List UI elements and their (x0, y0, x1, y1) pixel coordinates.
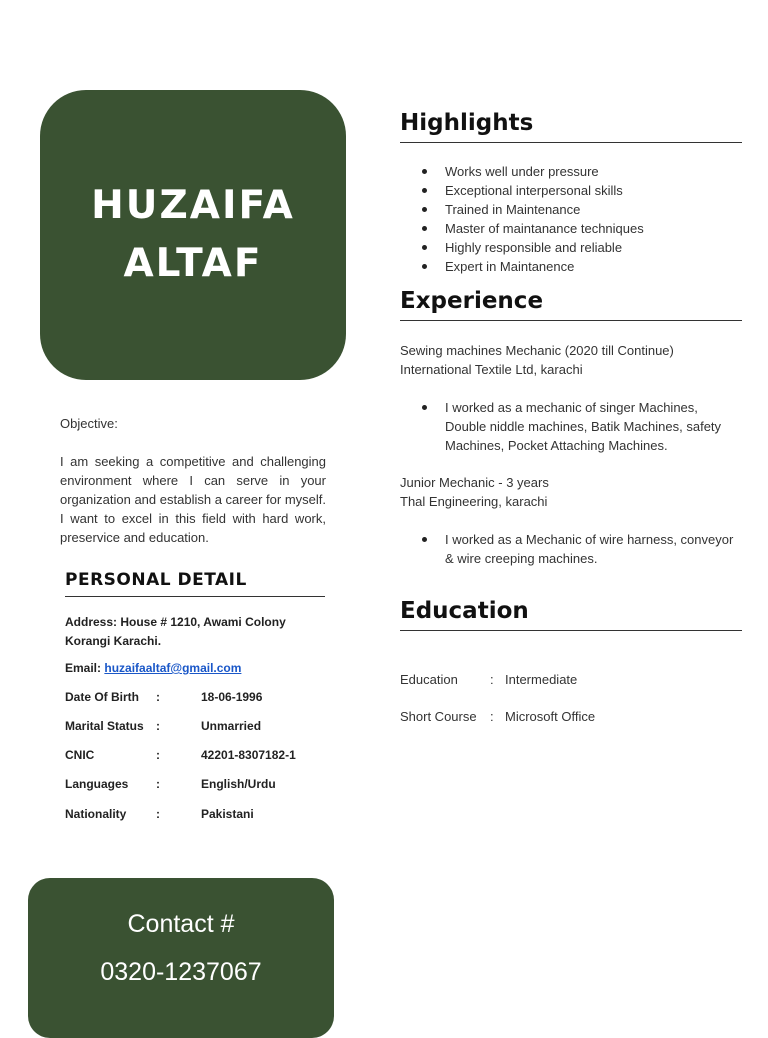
education-separator: : (490, 709, 494, 724)
job-2-duties (420, 530, 733, 568)
experience-heading: Experience (400, 288, 742, 321)
detail-label: Date Of Birth (65, 690, 140, 704)
job-company: International Textile Ltd, karachi (400, 362, 583, 377)
education-value: Intermediate (505, 672, 578, 687)
detail-separator: : (156, 748, 160, 762)
detail-value: Pakistani (201, 807, 254, 821)
list-item: Highly responsible and reliable (420, 238, 644, 257)
email-row (65, 661, 241, 675)
highlights-heading: Highlights (400, 110, 742, 143)
detail-row-nationality (65, 807, 325, 825)
education-heading: Education (400, 598, 742, 631)
name-first: HUZAIFA (91, 183, 295, 228)
name-box (40, 90, 346, 380)
address-line-1: Address: House # 1210, Awami Colony (65, 615, 286, 629)
detail-separator: : (156, 777, 160, 791)
duty-line: & wire creeping machines. (445, 551, 598, 566)
duty-line: I worked as a Mechanic of wire harness, conveyor (445, 532, 734, 547)
email-label: Email: (65, 661, 102, 675)
job-title: Junior Mechanic - 3 years (400, 475, 549, 490)
list-item: Expert in Maintanence (420, 257, 644, 276)
detail-label: Marital Status (65, 719, 144, 733)
detail-separator: : (156, 719, 160, 733)
objective-section (60, 414, 326, 547)
short-course-row (400, 709, 740, 727)
detail-value: 18-06-1996 (201, 690, 263, 704)
duty-line: Machines, Pocket Attaching Machines. (445, 438, 668, 453)
contact-box (28, 878, 334, 1038)
detail-value: Unmarried (201, 719, 262, 733)
list-item (420, 398, 721, 455)
education-separator: : (490, 672, 494, 687)
detail-value: 42201-8307182-1 (201, 748, 296, 762)
email-link[interactable]: huzaifaaltaf@gmail.com (104, 661, 242, 675)
list-item: Exceptional interpersonal skills (420, 181, 644, 200)
objective-text: I am seeking a competitive and challenging environment where I can serve in your organization and establish a career for myself. I want to excel in this field with hard work, preservice and education. (60, 454, 326, 545)
name-last: ALTAF (123, 241, 263, 286)
highlights-list (420, 162, 644, 276)
list-item: Works well under pressure (420, 162, 644, 181)
detail-label: CNIC (65, 748, 95, 762)
address-line-2: Korangi Karachi. (65, 634, 162, 648)
job-1-duties (420, 398, 721, 455)
education-row (400, 672, 740, 690)
list-item: Trained in Maintenance (420, 200, 644, 219)
detail-row-marital-status (65, 719, 325, 737)
detail-separator: : (156, 807, 160, 821)
contact-label: Contact # (127, 910, 235, 938)
personal-detail-heading: PERSONAL DETAIL (65, 570, 325, 597)
address (65, 613, 325, 651)
objective-label: Objective: (60, 416, 118, 431)
job-2-header (400, 473, 549, 511)
detail-separator: : (156, 690, 160, 704)
job-1-header (400, 341, 674, 379)
detail-value: English/Urdu (201, 777, 276, 791)
detail-label: Languages (65, 777, 129, 791)
detail-row-languages (65, 777, 325, 795)
duty-line: I worked as a mechanic of singer Machines, (445, 400, 698, 415)
list-item: Master of maintanance techniques (420, 219, 644, 238)
detail-label: Nationality (65, 807, 127, 821)
education-label: Education (400, 672, 458, 687)
job-company: Thal Engineering, karachi (400, 494, 548, 509)
education-label: Short Course (400, 709, 477, 724)
detail-row-dob (65, 690, 325, 708)
detail-row-cnic (65, 748, 325, 766)
duty-line: Double niddle machines, Batik Machines, safety (445, 419, 722, 434)
contact-phone: 0320-1237067 (100, 958, 262, 986)
education-value: Microsoft Office (505, 709, 596, 724)
job-title: Sewing machines Mechanic (2020 till Continue) (400, 343, 674, 358)
list-item (420, 530, 733, 568)
